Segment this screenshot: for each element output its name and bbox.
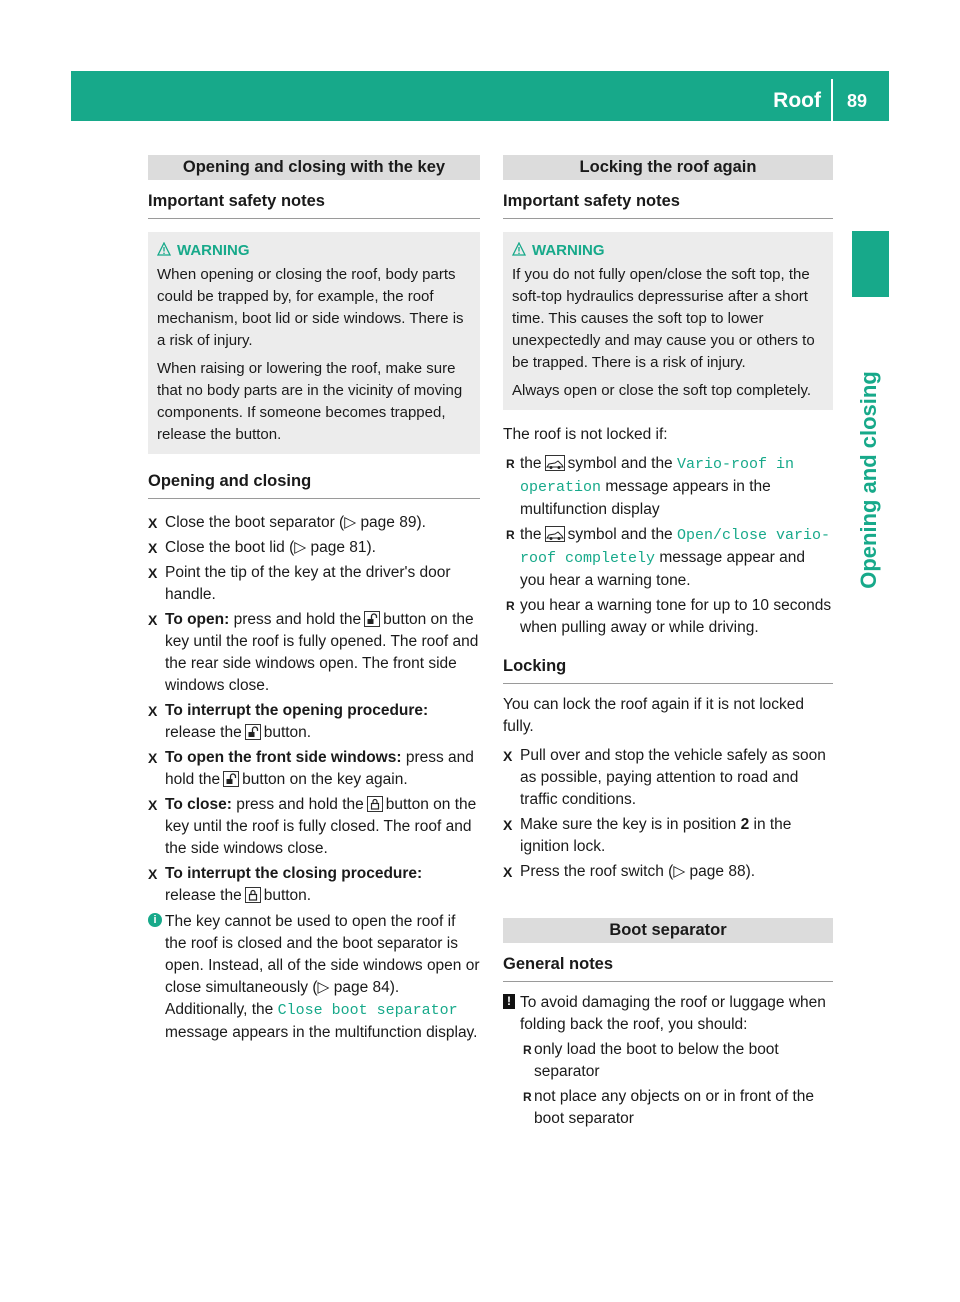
step-item xyxy=(148,512,480,534)
step-text: button. xyxy=(263,724,312,741)
convertible-car-icon xyxy=(545,455,565,471)
info-note xyxy=(148,911,480,1044)
step-item xyxy=(148,794,480,860)
bullet-marker: R xyxy=(523,1043,532,1057)
step-label: To close: xyxy=(165,796,232,813)
step-item xyxy=(503,814,833,858)
locking-heading: Locking xyxy=(503,655,833,684)
step-text: button on the key until the roof is fully opened. The roof and the rear side windows open. The front side windows close. xyxy=(165,611,479,694)
step-label: To interrupt the opening procedure: xyxy=(165,702,429,719)
bullet-item xyxy=(520,1086,833,1130)
step-marker: X xyxy=(503,817,513,833)
left-column xyxy=(148,155,480,1044)
bullet-marker: R xyxy=(506,528,515,542)
section-bar-locking-roof: Locking the roof again xyxy=(503,155,833,180)
bullet-text: the xyxy=(520,526,542,543)
bullet-marker: R xyxy=(523,1090,532,1104)
side-chapter-title: Opening and closing xyxy=(856,371,881,589)
display-message: Close boot separator xyxy=(277,1002,458,1019)
general-notes-heading: General notes xyxy=(503,953,833,982)
caution-note xyxy=(503,992,833,1130)
step-marker: X xyxy=(148,703,158,719)
bullet-item xyxy=(503,453,833,521)
step-label: To interrupt the closing procedure: xyxy=(165,865,423,882)
warning-text-2: When raising or lowering the roof, make sure that no body parts are in the vicinity of moving components. If someone becomes trapped, release the button. xyxy=(157,360,463,443)
bullet-item xyxy=(503,595,833,639)
warning-text-1: When opening or closing the roof, body parts could be trapped by, for example, the roof mechanism, boot lid or side windows. There is a risk of injury. xyxy=(157,266,464,349)
lock-icon xyxy=(367,796,383,812)
step-text: Press the roof switch (▷ page 88). xyxy=(520,863,756,880)
section-bar-boot-separator: Boot separator xyxy=(503,918,833,943)
bullet-text: you hear a warning tone for up to 10 seconds when pulling away or while driving. xyxy=(520,597,832,636)
warning-title-text: WARNING xyxy=(532,242,605,259)
safety-heading: Important safety notes xyxy=(148,190,480,219)
step-marker: X xyxy=(148,797,158,813)
step-text: button on the key again. xyxy=(242,771,408,788)
step-text: Close the boot lid (▷ page 81). xyxy=(165,539,376,556)
convertible-car-icon xyxy=(545,526,565,542)
step-marker: X xyxy=(148,750,158,766)
page-number: 89 xyxy=(846,91,867,111)
warning-triangle-icon xyxy=(157,242,171,256)
bullet-item xyxy=(503,524,833,592)
step-text: in the ignition lock. xyxy=(520,816,792,855)
warning-title-text: WARNING xyxy=(177,242,250,259)
step-item xyxy=(148,609,480,697)
section-bar-opening-closing-key: Opening and closing with the key xyxy=(148,155,480,180)
info-icon: i xyxy=(148,913,162,927)
bullet-text: the xyxy=(520,455,542,472)
not-locked-intro: The roof is not locked if: xyxy=(503,426,668,443)
step-item xyxy=(503,861,833,883)
warning-title xyxy=(157,240,471,262)
step-text: Pull over and stop the vehicle safely as soon as possible, paying attention to road and traffic conditions. xyxy=(520,747,826,808)
step-label: To open: xyxy=(165,611,230,628)
step-text: Make sure the key is in position xyxy=(520,816,737,833)
step-label: To open the front side windows: xyxy=(165,749,402,766)
warning-triangle-icon xyxy=(512,242,526,256)
warning-text-2: Always open or close the soft top completely. xyxy=(512,382,812,399)
step-text: button on the key until the roof is fully closed. The roof and the side windows close. xyxy=(165,796,477,857)
step-marker: X xyxy=(503,864,513,880)
locking-intro: You can lock the roof again if it is not locked fully. xyxy=(503,696,805,735)
step-text: press and hold the xyxy=(236,796,364,813)
info-text: The key cannot be used to open the roof if the roof is closed and the boot separator is open. Instead, all of the side windows open or close simultaneously (▷ page 84). Additionally, the xyxy=(165,913,480,1018)
step-text: press and hold the xyxy=(233,611,362,628)
step-text: release the xyxy=(165,724,242,741)
step-marker: X xyxy=(503,748,513,764)
warning-title xyxy=(512,240,824,262)
display-message: Open/close vario-roof completely xyxy=(520,527,831,567)
step-item xyxy=(148,562,480,606)
step-marker: X xyxy=(148,565,158,581)
display-message: Vario-roof in operation xyxy=(520,456,795,496)
bullet-text: message appears in the multifunction display xyxy=(520,478,771,518)
bullet-marker: R xyxy=(506,599,515,613)
step-item xyxy=(148,537,480,559)
safety-heading: Important safety notes xyxy=(503,190,833,219)
page-header xyxy=(71,71,889,121)
bullet-text: symbol and the xyxy=(567,526,673,543)
header-section-title: Roof xyxy=(773,89,821,112)
bullet-marker: R xyxy=(506,457,515,471)
step-item xyxy=(503,745,833,811)
bullet-item xyxy=(520,1039,833,1083)
step-text: Point the tip of the key at the driver's door handle. xyxy=(165,564,451,603)
step-marker: X xyxy=(148,866,158,882)
step-text: press and hold the xyxy=(165,749,474,788)
step-item xyxy=(148,700,480,744)
warning-text-1: If you do not fully open/close the soft top, the soft-top hydraulics depressurise after a short time. This causes the soft top to lower unexpectedly and may cause you or others to be trapped. There is a risk of injury. xyxy=(512,266,815,371)
lock-icon xyxy=(245,887,261,903)
bullet-text: message appear and you hear a warning tone. xyxy=(520,549,805,589)
step-text: release the xyxy=(165,887,242,904)
caution-icon: ! xyxy=(503,994,515,1009)
bullet-text: not place any objects on or in front of the boot separator xyxy=(534,1088,815,1127)
step-marker: X xyxy=(148,612,158,628)
warning-box xyxy=(503,232,833,410)
step-text: button. xyxy=(263,887,312,904)
step-item xyxy=(148,747,480,791)
unlock-icon xyxy=(223,771,239,787)
opening-closing-heading: Opening and closing xyxy=(148,470,480,499)
step-item xyxy=(148,863,480,907)
right-column xyxy=(503,155,833,1133)
key-position-value: 2 xyxy=(740,816,750,833)
note-text: To avoid damaging the roof or luggage when folding back the roof, you should: xyxy=(520,994,826,1033)
step-marker: X xyxy=(148,540,158,556)
bullet-text: symbol and the xyxy=(567,455,673,472)
bullet-text: only load the boot to below the boot separator xyxy=(534,1041,779,1080)
info-text: message appears in the multifunction display. xyxy=(165,1024,478,1041)
side-tab-marker xyxy=(852,231,889,297)
unlock-icon xyxy=(364,611,380,627)
step-marker: X xyxy=(148,515,158,531)
warning-box xyxy=(148,232,480,454)
unlock-icon xyxy=(245,724,261,740)
step-text: Close the boot separator (▷ page 89). xyxy=(165,514,426,531)
header-separator xyxy=(831,79,833,121)
